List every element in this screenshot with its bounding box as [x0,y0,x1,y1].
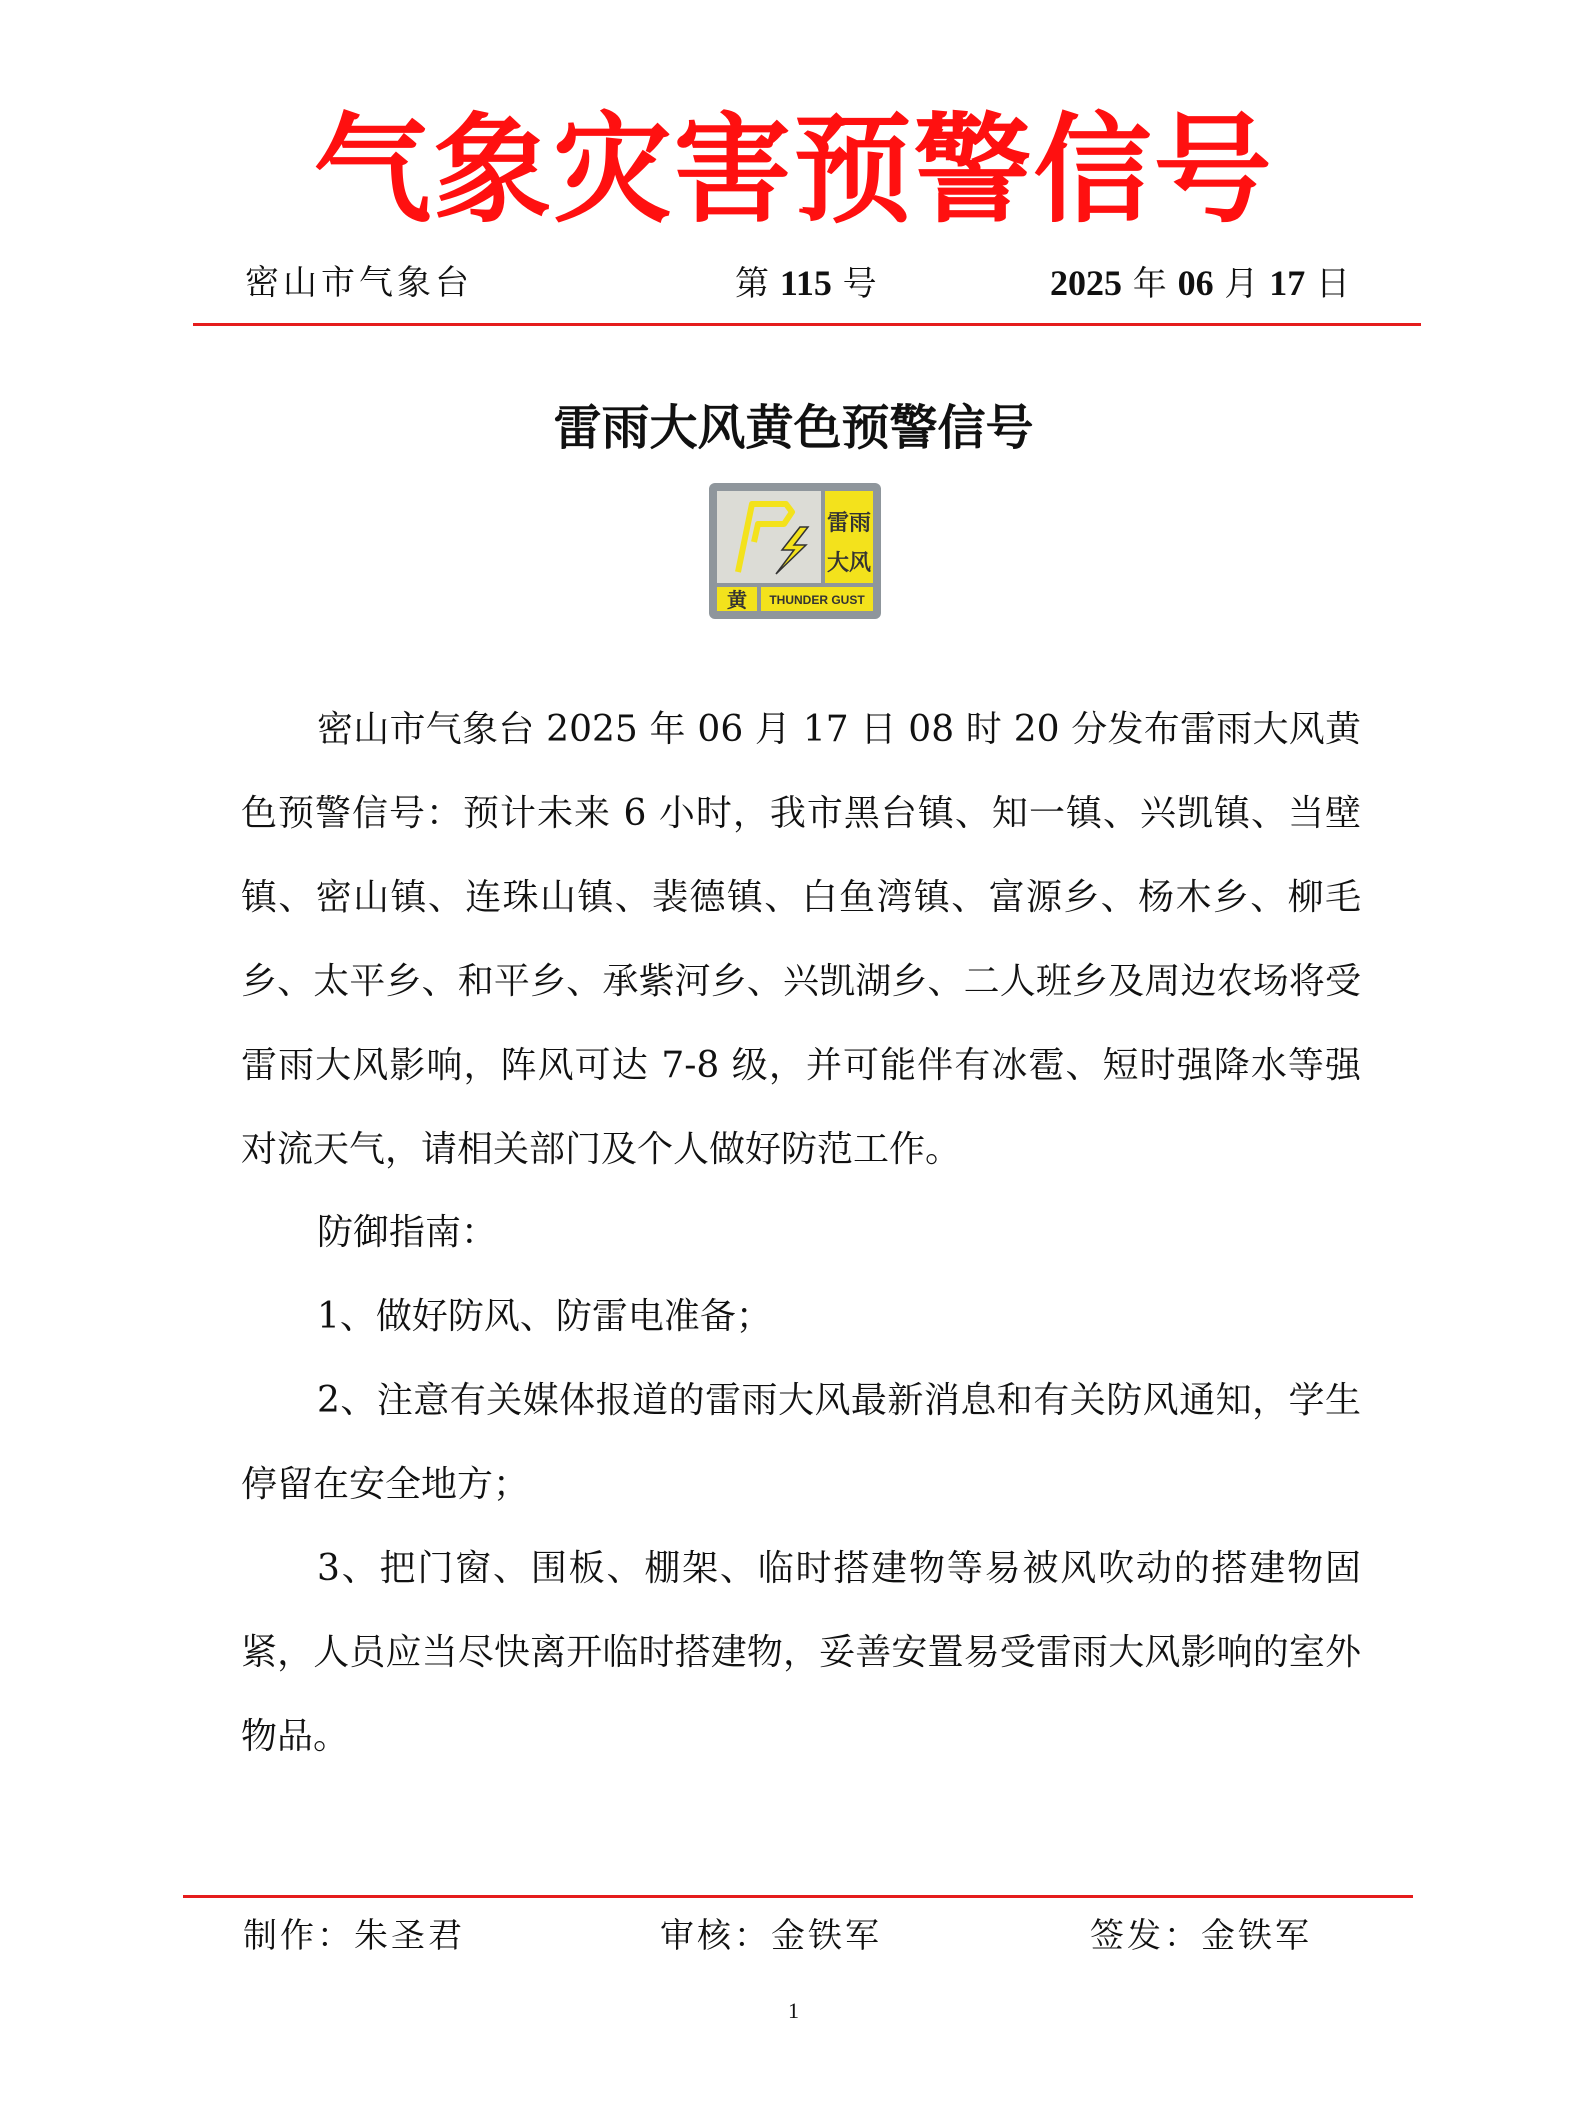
thunder-gust-yellow-icon [708,482,882,620]
date-month: 06 [1177,263,1214,303]
footer-maker: 制作：朱圣君 [243,1916,465,1956]
issue-number-suffix: 号 [831,264,877,304]
date-year-label: 年 [1122,264,1178,304]
date-year: 2025 [1050,263,1122,303]
guide-heading: 防御指南： [317,1212,498,1253]
guide-item-3: 3、把门窗、围板、棚架、临时搭建物等易被风吹动的搭建物固紧，人员应当尽快离开临时搭建物，妥善安置易受雷雨大风影响的室外物品。 [241,1548,1361,1757]
issue-number-value: 115 [779,263,832,303]
icon-level-char: 黄 [727,588,747,612]
footer-issuer: 签发：金铁军 [1090,1916,1312,1956]
signal-title: 雷雨大风黄色预警信号 [553,400,1034,456]
icon-hanzi-top: 雷雨 [826,511,872,536]
masthead-title: 气象灾害预警信号 [313,101,1274,239]
header-divider [193,323,1421,326]
header-issuer: 密山市气象台 [245,263,473,303]
date-day-label: 日 [1305,264,1351,304]
guide-item-1: 1、做好防风、防雷电准备； [317,1296,772,1337]
date-month-label: 月 [1213,264,1270,304]
icon-english-label: THUNDER GUST [769,593,865,607]
issue-number-prefix: 第 [735,264,780,304]
icon-hanzi-bottom: 大风 [826,551,872,576]
warning-paragraph: 密山市气象台 2025 年 06 月 17 日 08 时 20 分发布雷雨大风黄色预警信号：预计未来 6 小时，我市黑台镇、知一镇、兴凯镇、当壁镇、密山镇、连珠山镇、裴德镇、白鱼湾镇、富源乡、杨木乡、柳毛乡、太平乡、和平乡、承紫河乡、兴凯湖乡、二人班乡及周边农场将受雷雨大风影响，阵风可达 7-8 级，并可能伴有冰雹、短时强降水等强对流天气，请相关部门及个人做好防范工作。 [241,709,1361,1170]
page-number: 1 [788,1998,799,2023]
header-issue-number [735,258,877,308]
date-day: 17 [1269,263,1306,303]
guide-item-2: 2、注意有关媒体报道的雷雨大风最新消息和有关防风通知，学生停留在安全地方； [241,1380,1361,1505]
footer-reviewer: 审核：金铁军 [660,1916,882,1956]
footer-divider [183,1895,1413,1898]
signal-icon-graphic [708,482,882,620]
header-issue-date [1050,258,1350,308]
